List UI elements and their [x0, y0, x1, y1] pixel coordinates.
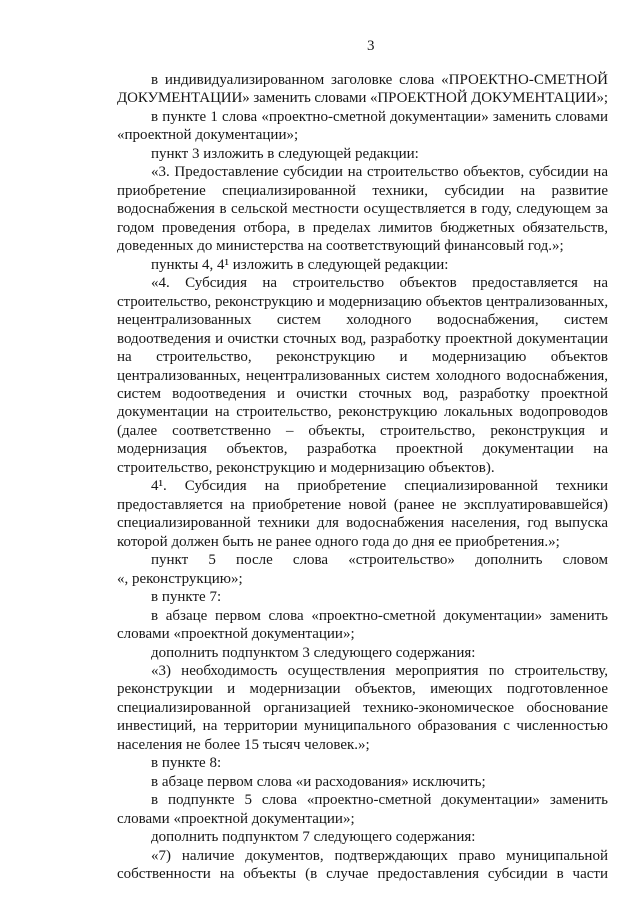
- text-line: в пункте 1 слова «проектно-сметной документации» заменить словами: [151, 108, 608, 125]
- paragraph: [117, 754, 608, 772]
- text-line: специализированной организацией технико-экономическое обоснование: [117, 699, 608, 716]
- text-line: 4¹. Субсидия на приобретение специализированной техники: [151, 478, 608, 495]
- text-line: на строительство, реконструкцию и модернизацию объектов: [117, 349, 608, 366]
- text-line: пункт 5 после слова «строительство» дополнить словом: [151, 552, 608, 569]
- text-line: дополнить подпунктом 7 следующего содержания:: [151, 829, 476, 846]
- text-line: в абзаце первом слова «проектно-сметной документации» заменить: [151, 607, 608, 624]
- text-line: инвестиций, на территории муниципального образования с численностью: [117, 718, 608, 735]
- text-line: централизованных, нецентрализованных систем холодного водоснабжения,: [117, 367, 608, 384]
- paragraph: [117, 588, 608, 606]
- text-line: населения не более 15 тысяч человек.»;: [117, 736, 370, 753]
- paragraph: [117, 108, 608, 145]
- text-line: словами «проектной документации»;: [117, 626, 355, 643]
- text-line: «3. Предоставление субсидии на строительство объектов, субсидии на: [151, 164, 608, 181]
- text-line: в пункте 7:: [151, 589, 222, 606]
- text-line: в пункте 8:: [151, 755, 222, 772]
- paragraph: [117, 607, 608, 644]
- text-line: «4. Субсидия на строительство объектов предоставляется на: [151, 275, 608, 292]
- text-line: дополнить подпунктом 3 следующего содержания:: [151, 644, 476, 661]
- text-line: водоотведения и очистки сточных вод, разработку проектной документации: [117, 330, 608, 347]
- text-line: документации на строительство, реконструкцию локальных водопроводов: [117, 404, 608, 421]
- paragraph: [117, 256, 608, 274]
- text-line: которой должен быть не ранее одного года до дня ее приобретения.»;: [117, 533, 560, 550]
- text-line: «, реконструкцию»;: [117, 570, 243, 587]
- text-line: собственности на объекты (в случае предоставления субсидии в части: [117, 866, 608, 883]
- text-line: пункт 3 изложить в следующей редакции:: [151, 145, 419, 162]
- text-line: «3) необходимость осуществления мероприятия по строительству,: [151, 663, 608, 679]
- paragraph: [117, 791, 608, 828]
- text-line: в подпункте 5 слова «проектно-сметной документации» заменить: [151, 792, 608, 809]
- text-line: водоснабжения в сельской местности осуществляется в году, следующем за: [117, 201, 608, 218]
- text-line: специализированной техники для водоснабжения населения, год выпуска: [117, 515, 608, 532]
- text-line: нецентрализованных систем холодного водоснабжения, систем: [117, 312, 608, 329]
- text-line: пункты 4, 4¹ изложить в следующей редакции:: [151, 256, 449, 273]
- text-line: строительство, реконструкцию и модернизацию объектов).: [117, 459, 495, 476]
- text-line: модернизация объектов, разработка проектной документации на: [117, 441, 608, 458]
- text-line: предоставляется на приобретение новой (ранее не эксплуатировавшейся): [117, 496, 608, 513]
- paragraph: [117, 662, 608, 754]
- text-line: строительство, реконструкцию и модернизацию объектов централизованных,: [117, 293, 608, 310]
- paragraph: [117, 274, 608, 477]
- text-line: годом проведения отбора, в пределах лимитов бюджетных обязательств,: [117, 219, 608, 236]
- page-number: 3: [367, 38, 375, 54]
- text-line: реконструкции и модернизации объектов, имеющих подготовленное: [117, 681, 608, 698]
- text-line: (далее соответственно – объекты, строительство, реконструкция и: [117, 422, 608, 439]
- paragraph: [117, 773, 608, 791]
- paragraph: [117, 477, 608, 551]
- document-body: [117, 71, 608, 884]
- paragraph: [117, 145, 608, 163]
- text-line: доведенных до министерства на соответствующий финансовый год.»;: [117, 238, 564, 255]
- paragraph: [117, 847, 608, 884]
- text-line: «7) наличие документов, подтверждающих право муниципальной: [151, 847, 608, 864]
- text-line: «проектной документации»;: [117, 127, 299, 144]
- text-line: в абзаце первом слова «и расходования» исключить;: [151, 773, 486, 790]
- paragraph: [117, 828, 608, 846]
- paragraph: [117, 71, 608, 108]
- text-line: ДОКУМЕНТАЦИИ» заменить словами «ПРОЕКТНОЙ ДОКУМЕНТАЦИИ»;: [117, 90, 608, 107]
- paragraph: [117, 551, 608, 588]
- text-line: систем водоотведения и очистки сточных вод, разработку проектной: [117, 385, 608, 402]
- paragraph: [117, 163, 608, 255]
- text-line: словами «проектной документации»;: [117, 810, 355, 827]
- text-line: приобретение специализированной техники, субсидии на развитие: [117, 182, 608, 199]
- paragraph: [117, 644, 608, 662]
- text-line: в индивидуализированном заголовке слова «ПРОЕКТНО-СМЕТНОЙ: [151, 72, 608, 88]
